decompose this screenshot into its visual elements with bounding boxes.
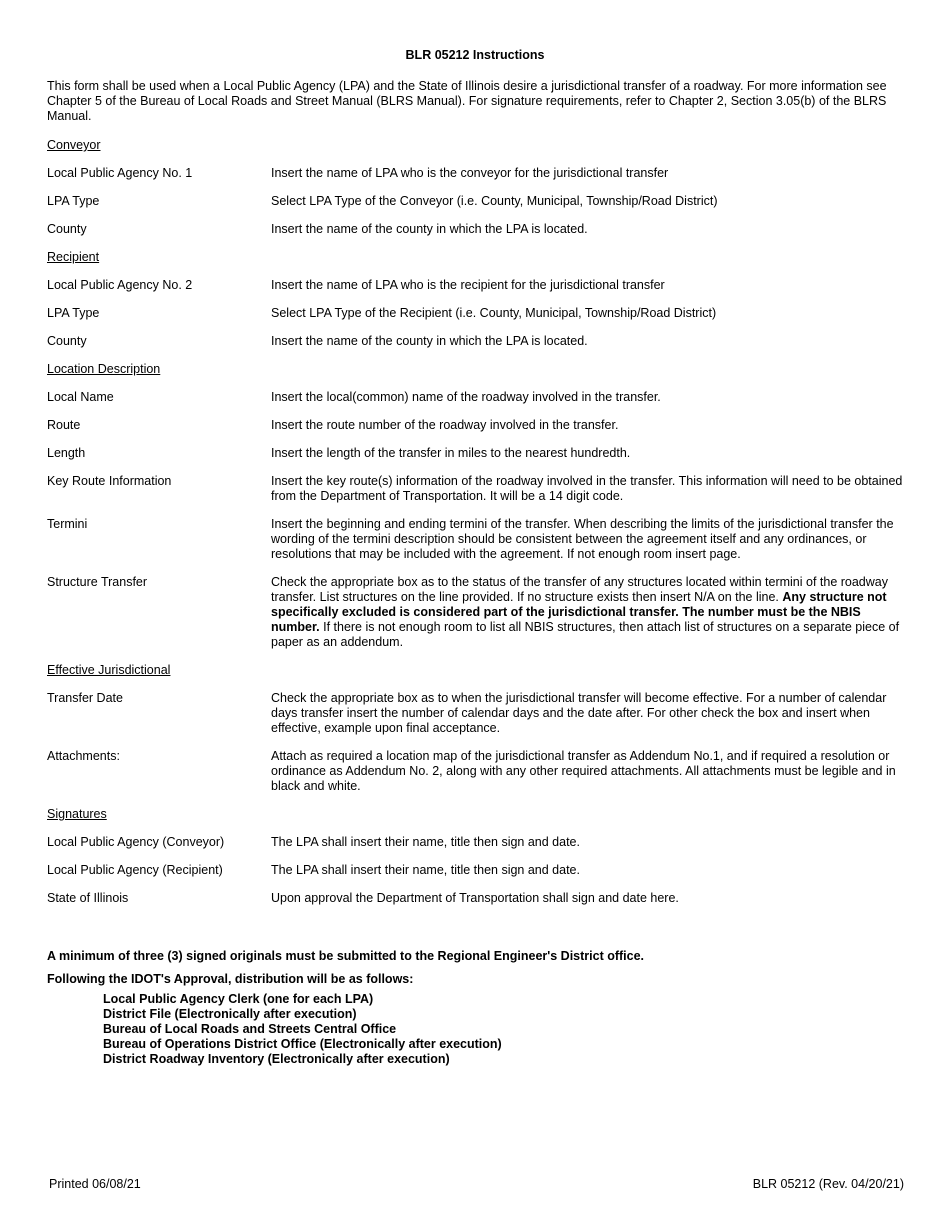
row-label: State of Illinois — [47, 891, 129, 905]
row-label: Termini — [47, 517, 88, 531]
row-description: Insert the length of the transfer in miles to the nearest hundredth. — [271, 446, 631, 460]
row-label: Route — [47, 418, 81, 432]
row-description: The LPA shall insert their name, title then sign and date. — [271, 835, 580, 849]
page-title: BLR 05212 Instructions — [405, 48, 545, 62]
printed-date: Printed 06/08/21 — [49, 1177, 141, 1191]
instruction-row — [47, 575, 905, 650]
signatures-heading: Signatures — [47, 807, 107, 821]
instruction-row — [47, 446, 905, 461]
structure-desc-emphasis: Any structure not specifically excluded is considered part of the jurisdictional transfer. The number must be the NBIS number. — [271, 590, 887, 634]
list-item: Bureau of Local Roads and Streets Central Office — [103, 1022, 397, 1036]
row-label: Length — [47, 446, 86, 460]
section-heading-row — [47, 663, 905, 678]
row-label: Key Route Information — [47, 474, 172, 488]
instruction-row — [47, 390, 905, 405]
row-description: Insert the key route(s) information of the roadway involved in the transfer. This information will need to be obtained from the Department of Transportation. It will be a 14 digit code. — [271, 474, 903, 503]
instruction-row — [47, 691, 905, 736]
row-description: Attach as required a location map of the jurisdictional transfer as Addendum No.1, and if required a resolution or ordinance as Addendum No. 2, along with any other required attachments. All attachments must be legible and in black and white. — [271, 749, 896, 793]
instructions-table — [47, 138, 905, 919]
row-label: Local Name — [47, 390, 114, 404]
distribution-list — [103, 992, 502, 1067]
row-label: Local Public Agency (Conveyor) — [47, 835, 225, 849]
row-label: Structure Transfer — [47, 575, 148, 589]
row-description: Insert the local(common) name of the roadway involved in the transfer. — [271, 390, 661, 404]
section-heading-row — [47, 250, 905, 265]
row-label: Attachments: — [47, 749, 120, 763]
row-description: Insert the name of LPA who is the conveyor for the jurisdictional transfer — [271, 166, 669, 180]
row-description: Insert the route number of the roadway involved in the transfer. — [271, 418, 619, 432]
row-label: LPA Type — [47, 194, 100, 208]
row-label: Local Public Agency No. 1 — [47, 166, 193, 180]
instruction-row — [47, 749, 905, 794]
conveyor-heading: Conveyor — [47, 138, 101, 152]
instruction-row — [47, 278, 905, 293]
section-heading-row — [47, 807, 905, 822]
row-description: Select LPA Type of the Conveyor (i.e. County, Municipal, Township/Road District) — [271, 194, 718, 208]
row-label: LPA Type — [47, 306, 100, 320]
instruction-row — [47, 194, 905, 209]
section-heading-row — [47, 362, 905, 377]
location-heading: Location Description — [47, 362, 161, 376]
instruction-row — [47, 334, 905, 349]
minimum-originals-note: A minimum of three (3) signed originals must be submitted to the Regional Engineer's District office. — [47, 949, 645, 963]
instruction-row — [47, 306, 905, 321]
row-label: Local Public Agency No. 2 — [47, 278, 193, 292]
row-description: Upon approval the Department of Transportation shall sign and date here. — [271, 891, 679, 905]
row-description: Select LPA Type of the Recipient (i.e. County, Municipal, Township/Road District) — [271, 306, 717, 320]
instruction-row — [47, 222, 905, 237]
row-label: County — [47, 334, 87, 348]
row-description — [271, 575, 905, 650]
row-description: Insert the name of the county in which the LPA is located. — [271, 222, 588, 236]
row-description: The LPA shall insert their name, title then sign and date. — [271, 863, 580, 877]
row-label: County — [47, 222, 87, 236]
instruction-row — [47, 891, 905, 906]
instruction-row — [47, 517, 905, 562]
instruction-row — [47, 418, 905, 433]
row-description: Check the appropriate box as to when the jurisdictional transfer will become effective. For a number of calendar days transfer insert the number of calendar days and the date after. For other check the box and insert when effective, example upon final acceptance. — [271, 691, 887, 735]
distribution-intro: Following the IDOT's Approval, distribution will be as follows: — [47, 972, 414, 986]
list-item: District Roadway Inventory (Electronically after execution) — [103, 1052, 450, 1066]
effective-heading: Effective Jurisdictional — [47, 663, 171, 677]
section-heading-row — [47, 138, 905, 153]
row-description: Insert the beginning and ending termini of the transfer. When describing the limits of the jurisdictional transfer the wording of the termini description should be consistent between the agreement itself and any ordinances, or resolutions that may be included with the agreement. If not enough room insert page. — [271, 517, 894, 561]
row-description: Insert the name of LPA who is the recipient for the jurisdictional transfer — [271, 278, 665, 292]
row-description: Insert the name of the county in which the LPA is located. — [271, 334, 588, 348]
form-revision: BLR 05212 (Rev. 04/20/21) — [752, 1177, 904, 1191]
list-item: Bureau of Operations District Office (Electronically after execution) — [103, 1037, 502, 1051]
instruction-row — [47, 166, 905, 181]
row-label: Transfer Date — [47, 691, 123, 705]
structure-desc-text: If there is not enough room to list all NBIS structures, then attach list of structures on a separate piece of paper as an addendum. — [271, 620, 900, 649]
submission-notes — [47, 949, 905, 995]
row-label: Local Public Agency (Recipient) — [47, 863, 223, 877]
recipient-heading: Recipient — [47, 250, 100, 264]
list-item: Local Public Agency Clerk (one for each LPA) — [103, 992, 374, 1006]
structure-desc-text: Check the appropriate box as to the status of the transfer of any structures located within termini of the roadway transfer. List structures on the line provided. If no structure exists then insert N/A on the line. — [271, 575, 888, 604]
instruction-row — [47, 474, 905, 504]
intro-paragraph: This form shall be used when a Local Public Agency (LPA) and the State of Illinois desire a jurisdictional transfer of a roadway. For more information see Chapter 5 of the Bureau of Local Roads and Street Manual (BLRS Manual). For signature requirements, refer to Chapter 2, Section 3.05(b) of the BLRS Manual. — [47, 79, 887, 123]
instruction-row — [47, 835, 905, 850]
instruction-row — [47, 863, 905, 878]
list-item: District File (Electronically after execution) — [103, 1007, 357, 1021]
